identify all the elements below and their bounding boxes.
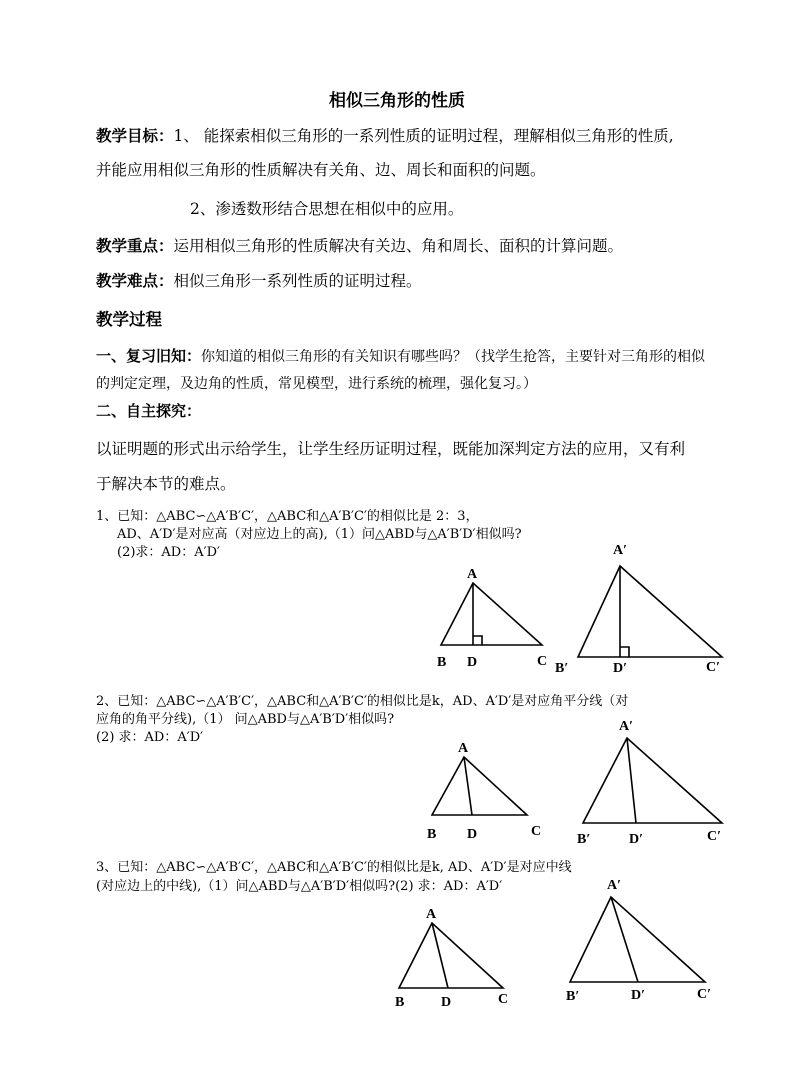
- review-text-line2: 的判定定理，及边角的性质，常见模型，进行系统的梳理，强化复习。）: [96, 376, 537, 392]
- key-points-text: 运用相似三角形的性质解决有关边、角和周长、面积的计算问题。: [173, 237, 624, 255]
- difficulties-text: 相似三角形一系列性质的证明过程。: [173, 272, 422, 290]
- fig3-label-c: C: [498, 992, 509, 1007]
- fig1-triangle-a2b2c2: [578, 566, 722, 657]
- fig2-label-c2: C′: [707, 829, 722, 844]
- difficulties-label: 教学难点：: [96, 271, 174, 290]
- review-label: 一、复习旧知：: [96, 347, 202, 365]
- fig2-label-b2: B′: [577, 832, 591, 847]
- fig3-label-b2: B′: [566, 989, 580, 1004]
- fig3-triangle-abc: [399, 923, 503, 988]
- problem3-line1: 3、已知：△ABC∽△A′B′C′，△ABC和△A′B′C′的相似比是k, AD、A′D′是对应中线: [96, 860, 572, 875]
- fig1-label-a: A: [467, 567, 478, 582]
- fig2-label-c: C: [531, 824, 542, 839]
- fig1-label-c: C: [537, 654, 548, 669]
- problem1-line1: 1、已知：△ABC∽△A′B′C′，△ABC和△A′B′C′的相似比是 2：3，: [96, 509, 479, 524]
- fig2-triangle-a2b2c2: [583, 738, 722, 823]
- fig2-label-a2: A′: [619, 719, 634, 734]
- fig2-label-d2: D′: [629, 832, 644, 847]
- objectives-item2: 2、渗透数形结合思想在相似中的应用。: [190, 200, 464, 218]
- fig1-right-angle-mark: [473, 636, 482, 645]
- problem1-line2: AD、A′D′是对应高（对应边上的高),（1）问△ABD与△A′B′D′相似吗?: [117, 527, 522, 542]
- fig3-label-d: D: [441, 995, 452, 1010]
- fig3-median-ad: [432, 923, 448, 988]
- objectives-label: 教学目标：: [96, 126, 174, 145]
- fig3-triangle-a2b2c2: [570, 897, 705, 982]
- page-title: 相似三角形的性质: [329, 91, 465, 111]
- fig1-right-angle-mark-2: [620, 647, 629, 657]
- fig2-label-d: D: [467, 827, 478, 842]
- fig2-label-a: A: [458, 741, 469, 756]
- fig1-label-b2: B′: [555, 661, 569, 676]
- problem3-line2: (对应边上的中线),（1）问△ABD与△A′B′D′相似吗?(2) 求：AD：A′D′: [96, 879, 503, 894]
- fig2-bisector-ad: [464, 757, 472, 815]
- fig3-label-a: A: [426, 907, 437, 922]
- fig3-label-c2: C′: [697, 987, 712, 1002]
- fig3-label-a2: A′: [607, 878, 622, 893]
- fig2-bisector-a2d2: [627, 738, 636, 823]
- explore-label: 二、自主探究：: [96, 402, 202, 420]
- fig1-label-a2: A′: [613, 543, 628, 558]
- fig3-label-b: B: [395, 995, 405, 1010]
- process-heading: 教学过程: [96, 310, 162, 329]
- explore-line2: 于解决本节的难点。: [96, 475, 236, 493]
- key-points-label: 教学重点：: [96, 236, 174, 255]
- problem2-line1: 2、已知：△ABC∽△A′B′C′，△ABC和△A′B′C′的相似比是k，AD、A′D′是对应角平分线（对: [96, 694, 629, 709]
- problem2-line3: (2) 求：AD：A′D′: [96, 730, 204, 745]
- fig3-label-d2: D′: [631, 988, 646, 1003]
- objectives-item1-line1: 1、 能探索相似三角形的一系列性质的证明过程，理解相似三角形的性质,: [173, 127, 674, 145]
- objectives-item1-line2: 并能应用相似三角形的性质解决有关角、边、周长和面积的问题。: [96, 161, 546, 179]
- fig2-label-b: B: [427, 827, 437, 842]
- explore-line1: 以证明题的形式出示给学生，让学生经历证明过程，既能加深判定方法的应用，又有利: [96, 440, 686, 458]
- problem1-line3: (2)求：AD：A′D′: [117, 545, 220, 560]
- review-text-line1: 你知道的相似三角形的有关知识有哪些吗？（找学生抢答，主要针对三角形的相似: [201, 349, 706, 365]
- problem2-line2: 应角的角平分线),（1） 问△ABD与△A′B′D′相似吗?: [96, 712, 395, 727]
- fig1-label-d: D: [467, 655, 478, 670]
- fig1-label-b: B: [437, 655, 447, 670]
- fig2-triangle-abc: [432, 757, 527, 815]
- fig1-label-c2: C′: [706, 660, 721, 675]
- fig1-triangle-abc: [441, 583, 542, 645]
- fig1-label-d2: D′: [613, 661, 628, 676]
